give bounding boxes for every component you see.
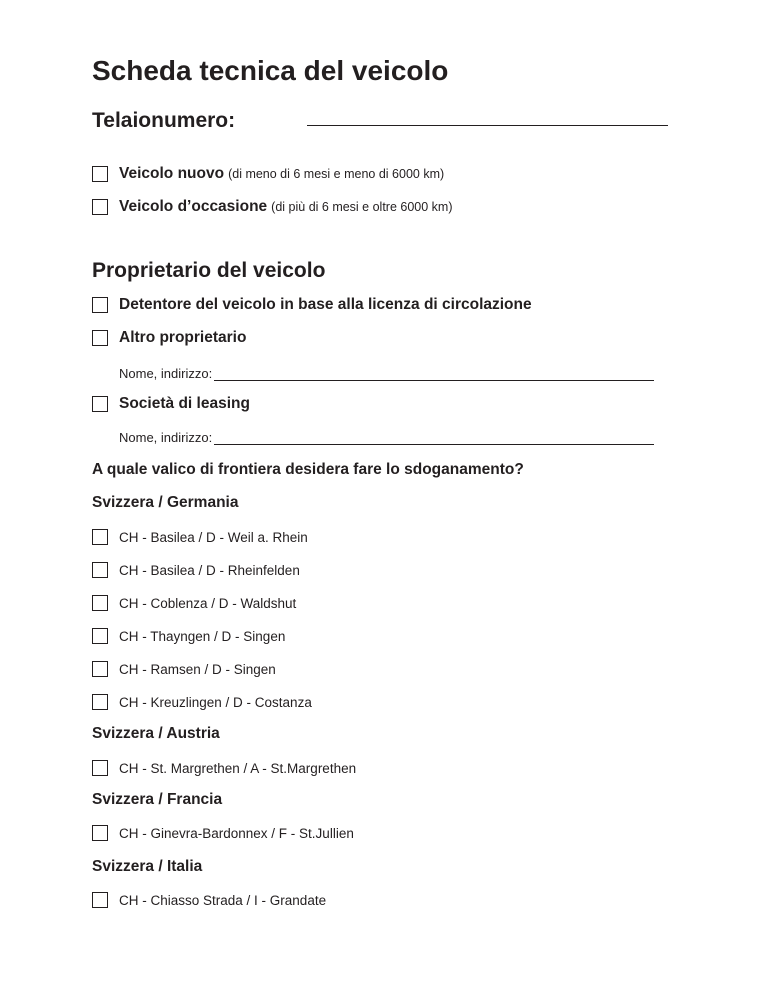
crossing-checkbox[interactable] <box>92 760 108 776</box>
crossing-option[interactable] <box>92 759 356 777</box>
border-question: A quale valico di frontiera desidera fare lo sdoganamento? <box>92 461 524 478</box>
crossing-label: CH - St. Margrethen / A - St.Margrethen <box>119 760 357 776</box>
crossing-label: CH - Ginevra-Bardonnex / F - St.Jullien <box>119 825 354 841</box>
owner-holder-option[interactable] <box>92 296 532 314</box>
crossing-checkbox[interactable] <box>92 529 108 545</box>
crossing-label: CH - Thayngen / D - Singen <box>119 628 286 644</box>
group-heading-austria: Svizzera / Austria <box>92 725 220 742</box>
vehicle-new-checkbox[interactable] <box>92 166 108 182</box>
telaio-field[interactable] <box>307 125 668 126</box>
crossing-option[interactable] <box>92 693 312 711</box>
crossing-label: CH - Ramsen / D - Singen <box>119 661 276 677</box>
owner-other-label: Altro proprietario <box>119 329 247 346</box>
crossing-option[interactable] <box>92 561 300 579</box>
vehicle-used-checkbox[interactable] <box>92 199 108 215</box>
crossing-label: CH - Basilea / D - Weil a. Rhein <box>119 529 308 545</box>
crossing-option[interactable] <box>92 660 276 678</box>
owner-other-option[interactable] <box>92 329 246 347</box>
crossing-option[interactable] <box>92 594 296 612</box>
owner-other-checkbox[interactable] <box>92 330 108 346</box>
owner-heading: Proprietario del veicolo <box>92 259 326 282</box>
owner-leasing-name-field[interactable] <box>119 430 654 445</box>
vehicle-new-note: (di meno di 6 mesi e meno di 6000 km) <box>228 167 445 181</box>
crossing-label: CH - Coblenza / D - Waldshut <box>119 595 297 611</box>
crossing-option[interactable] <box>92 627 285 645</box>
owner-leasing-checkbox[interactable] <box>92 396 108 412</box>
owner-leasing-field-label: Nome, indirizzo: <box>119 430 213 445</box>
crossing-checkbox[interactable] <box>92 694 108 710</box>
owner-holder-label: Detentore del veicolo in base alla licenza di circolazione <box>119 296 532 313</box>
group-heading-germania: Svizzera / Germania <box>92 494 239 511</box>
crossing-label: CH - Basilea / D - Rheinfelden <box>119 562 300 578</box>
crossing-checkbox[interactable] <box>92 562 108 578</box>
owner-other-field-label: Nome, indirizzo: <box>119 366 213 381</box>
owner-other-name-input[interactable] <box>214 368 654 381</box>
crossing-checkbox[interactable] <box>92 595 108 611</box>
crossing-checkbox[interactable] <box>92 628 108 644</box>
owner-leasing-option[interactable] <box>92 395 250 413</box>
owner-holder-checkbox[interactable] <box>92 297 108 313</box>
group-heading-francia: Svizzera / Francia <box>92 791 223 808</box>
vehicle-used-option[interactable] <box>92 198 453 216</box>
crossing-checkbox[interactable] <box>92 825 108 841</box>
crossing-checkbox[interactable] <box>92 892 108 908</box>
owner-leasing-name-input[interactable] <box>214 432 654 445</box>
vehicle-used-note: (di più di 6 mesi e oltre 6000 km) <box>271 200 453 214</box>
owner-leasing-label: Società di leasing <box>119 395 250 412</box>
group-heading-italia: Svizzera / Italia <box>92 858 203 875</box>
crossing-label: CH - Chiasso Strada / I - Grandate <box>119 892 327 908</box>
vehicle-new-option[interactable] <box>92 165 444 183</box>
vehicle-new-label: Veicolo nuovo <box>119 165 225 182</box>
page-title: Scheda tecnica del veicolo <box>92 55 449 86</box>
crossing-option[interactable] <box>92 528 308 546</box>
crossing-option[interactable] <box>92 891 326 909</box>
crossing-label: CH - Kreuzlingen / D - Costanza <box>119 694 312 710</box>
telaio-label: Telaionumero: <box>92 109 236 132</box>
crossing-option[interactable] <box>92 824 354 842</box>
crossing-checkbox[interactable] <box>92 661 108 677</box>
vehicle-used-label: Veicolo d’occasione <box>119 198 268 215</box>
owner-other-name-field[interactable] <box>119 366 654 381</box>
